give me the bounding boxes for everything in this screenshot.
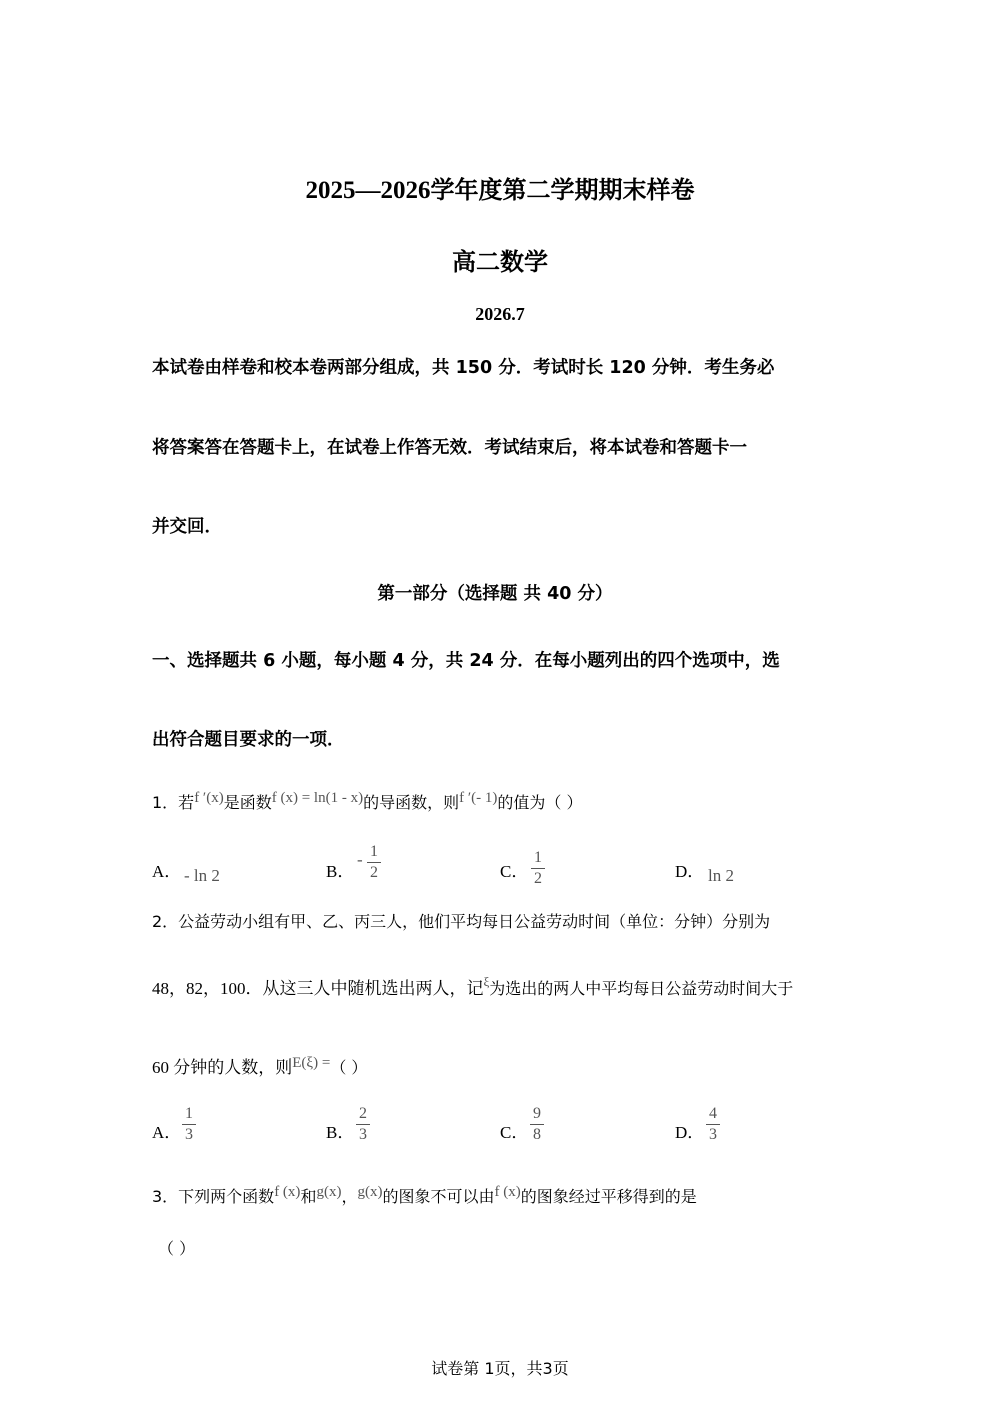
q1-option-c-fraction (531, 849, 545, 888)
q2-option-a-label: A． (152, 1123, 182, 1142)
q2-option-c-numerator: 9 (533, 1105, 541, 1122)
q2-option-d-denominator: 3 (709, 1126, 717, 1143)
q2-option-d-numerator: 4 (709, 1105, 717, 1122)
q1-text-3: 的导函数，则 (363, 793, 460, 812)
q1-option-c-numerator: 1 (534, 849, 542, 866)
q1-option-b-sign: - (357, 850, 363, 869)
question-1 (152, 790, 582, 813)
subject-title: 高二数学 (452, 248, 548, 276)
q2-option-a-denominator: 3 (185, 1126, 193, 1143)
intro-line-3: 并交回． (152, 517, 222, 537)
q1-text-2: 是函数 (223, 793, 272, 812)
q2-math-expectation: E(ξ) = (292, 1055, 331, 1071)
q3-math-g-2: g(x) (357, 1184, 383, 1200)
q2-option-c-fraction (530, 1105, 544, 1144)
exam-date: 2026.7 (475, 304, 525, 324)
q1-option-c-label: C． (500, 862, 529, 881)
q2-option-b-denominator: 3 (359, 1126, 367, 1143)
q2-option-c-label: C． (500, 1123, 529, 1142)
question-2-line-1: 2．公益劳动小组有甲、乙、丙三人，他们平均每日公益劳动时间（单位：分钟）分别为 (152, 912, 771, 931)
q2-option-b-fraction (356, 1105, 370, 1144)
q1-math-function: f (x) = ln(1 - x) (271, 790, 364, 806)
question-3-line-2: （ ） (158, 1239, 196, 1258)
q1-option-d-value: ln 2 (708, 866, 734, 885)
q3-math-g: g(x) (316, 1184, 342, 1200)
q1-math-eval: f ′(- 1) (459, 790, 498, 806)
intro-line-2: 将答案答在答题卡上，在试卷上作答无效．考试结束后，将本试卷和答题卡一 (152, 438, 747, 458)
section-instruction-line-2: 出符合题目要求的一项． (152, 730, 345, 750)
q1-option-a-label: A． (152, 862, 182, 881)
q1-option-b-fraction (367, 843, 381, 882)
q1-option-c-denominator: 2 (534, 870, 542, 887)
q1-text-1: 1．若 (152, 793, 195, 812)
q2-math-xi: ξ (483, 974, 490, 989)
q1-option-b-numerator: 1 (370, 843, 378, 860)
question-3-line-1: 3．下列两个函数f (x)和g(x)，g(x)的图象不可以由f (x)的图象经过平移得到的是 (152, 1184, 697, 1206)
intro-line-1: 本试卷由样卷和校本卷两部分组成，共 150 分．考试时长 120 分钟．考生务必 (152, 358, 775, 378)
q3-math-f: f (x) (274, 1184, 301, 1200)
exam-title (0, 170, 1000, 205)
q2-option-a-numerator: 1 (185, 1105, 193, 1122)
question-2-line-3: 60 分钟的人数，则E(ξ) =（ ） (152, 1055, 368, 1077)
section-instruction-line-1: 一、选择题共 6 小题，每小题 4 分，共 24 分．在每小题列出的四个选项中，选 (152, 651, 780, 671)
q1-option-b-denominator: 2 (370, 864, 378, 881)
q2-option-b-numerator: 2 (359, 1105, 367, 1122)
title-rest: 学年度第二学期期末样卷 (430, 176, 695, 204)
q1-option-b-label: B． (326, 862, 355, 881)
q1-math-derivative: f ′(x) (194, 790, 224, 806)
q2-option-a-fraction (182, 1105, 196, 1144)
question-2-line-2: 48，82，100．从这三人中随机选出两人，记ξ为选出的两人中平均每日公益劳动时间大于 (152, 974, 794, 998)
q2-option-b-label: B． (326, 1123, 355, 1142)
q2-option-c-denominator: 8 (533, 1126, 541, 1143)
q2-option-d-fraction (706, 1105, 720, 1144)
q1-option-a-value: - ln 2 (184, 866, 220, 885)
title-year: 2025—2026 (305, 177, 431, 204)
q1-text-4: 的值为（ ） (497, 793, 583, 812)
q2-option-d-label: D． (675, 1123, 705, 1142)
q3-math-f-2: f (x) (494, 1184, 521, 1200)
q1-option-d-label: D． (675, 862, 705, 881)
page-footer: 试卷第 1页，共3页 (431, 1359, 569, 1378)
part1-heading: 第一部分（选择题 共 40 分） (377, 584, 613, 604)
